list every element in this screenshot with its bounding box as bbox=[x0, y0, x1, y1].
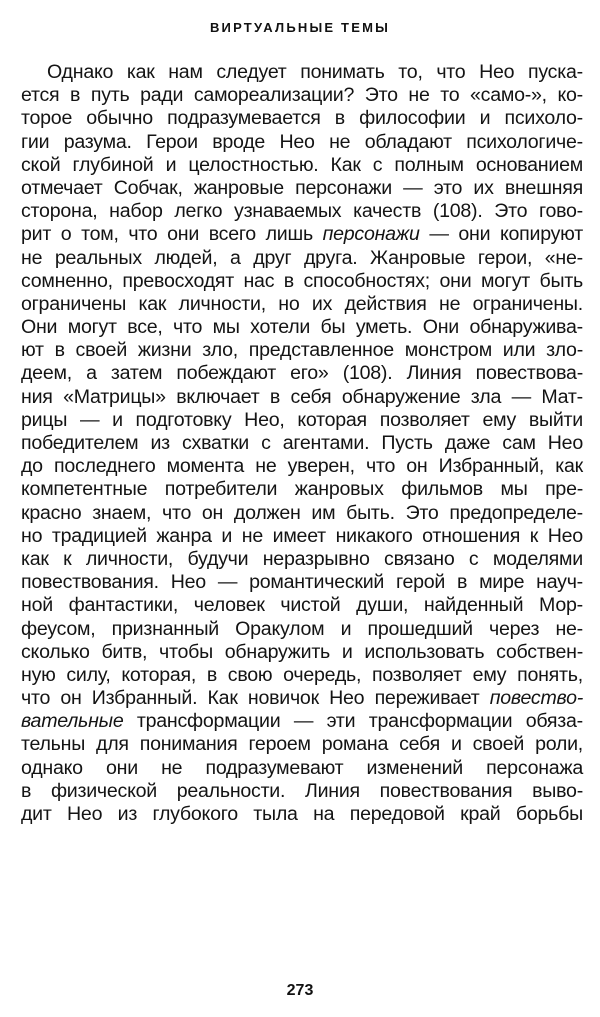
text-line: сторона, набор легко узнаваемых качеств (108). Это гово- bbox=[21, 200, 583, 223]
text-line: ограничены как личности, но их действия не ограничены. bbox=[21, 292, 583, 315]
text-line: как к личности, будучи неразрывно связано с моделями bbox=[21, 547, 583, 570]
text-line: ную силу, которая, в свою очередь, позволяет ему понять, bbox=[21, 663, 583, 686]
text-line: но традицией жанра и не имеет никакого отношения к Нео bbox=[21, 524, 583, 547]
text-line: рит о том, что они всего лишь персонажи — они копируют bbox=[21, 223, 583, 246]
text-line: рицы — и подготовку Нео, которая позволяет ему выйти bbox=[21, 408, 583, 431]
text-line: ния «Матрицы» включает в себя обнаружение зла — Мат- bbox=[21, 385, 583, 408]
text-line: ской глубиной и целостностью. Как с полным основанием bbox=[21, 153, 583, 176]
text-line: феусом, признанный Оракулом и прошедший через не- bbox=[21, 617, 583, 640]
text-line: ной фантастики, человек чистой души, найденный Мор- bbox=[21, 594, 583, 617]
page-number: 273 bbox=[286, 982, 314, 999]
text-line: сомненно, превосходят нас в способностях; они могут быть bbox=[21, 269, 583, 292]
text-line: отмечает Собчак, жанровые персонажи — это их внешняя bbox=[21, 176, 583, 199]
text-line: Они могут все, что мы хотели бы уметь. Они обнаружива- bbox=[21, 316, 583, 339]
text-line: в физической реальности. Линия повествования выво- bbox=[21, 779, 583, 802]
text-line: победителем из схватки с агентами. Пусть даже сам Нео bbox=[21, 432, 583, 454]
text-line: вательные трансформации — эти трансформации обяза- bbox=[21, 710, 583, 733]
text-line: тельны для понимания героем романа себя и своей роли, bbox=[21, 733, 583, 756]
text-line: повествования. Нео — романтический герой в мире науч- bbox=[21, 571, 583, 594]
text-line: красно знаем, что он должен им быть. Это предопределе- bbox=[21, 501, 583, 524]
text-line: до последнего момента не уверен, что он Избранный, как bbox=[21, 455, 583, 478]
text-line: гии разума. Герои вроде Нео не обладают психологиче- bbox=[21, 130, 583, 153]
text-line: не реальных людей, а друг друга. Жанровые герои, «не- bbox=[21, 246, 583, 269]
text-line: сколько битв, чтобы обнаружить и использовать собствен- bbox=[21, 640, 583, 663]
text-line: ется в путь ради самореализации? Это не то «само-», ко- bbox=[21, 84, 583, 107]
text-line: дит Нео из глубокого тыла на передовой край борьбы bbox=[21, 803, 583, 825]
text-line: Однако как нам следует понимать то, что Нео пуска- bbox=[47, 61, 583, 83]
text-line: что он Избранный. Как новичок Нео переживает повество- bbox=[21, 687, 583, 710]
text-line: компетентные потребители жанровых фильмов мы пре- bbox=[21, 478, 583, 501]
text-line: однако они не подразумевают изменений персонажа bbox=[21, 756, 583, 779]
running-head: ВИРТУАЛЬНЫЕ ТЕМЫ bbox=[209, 20, 391, 35]
body-text bbox=[21, 61, 583, 826]
text-line: деем, а затем побеждают его» (108). Линия повествова- bbox=[21, 362, 583, 385]
text-line: торое обычно подразумевается в философии и психоло- bbox=[21, 107, 583, 130]
text-line: ют в своей жизни зло, представленное монстром или зло- bbox=[21, 339, 583, 362]
